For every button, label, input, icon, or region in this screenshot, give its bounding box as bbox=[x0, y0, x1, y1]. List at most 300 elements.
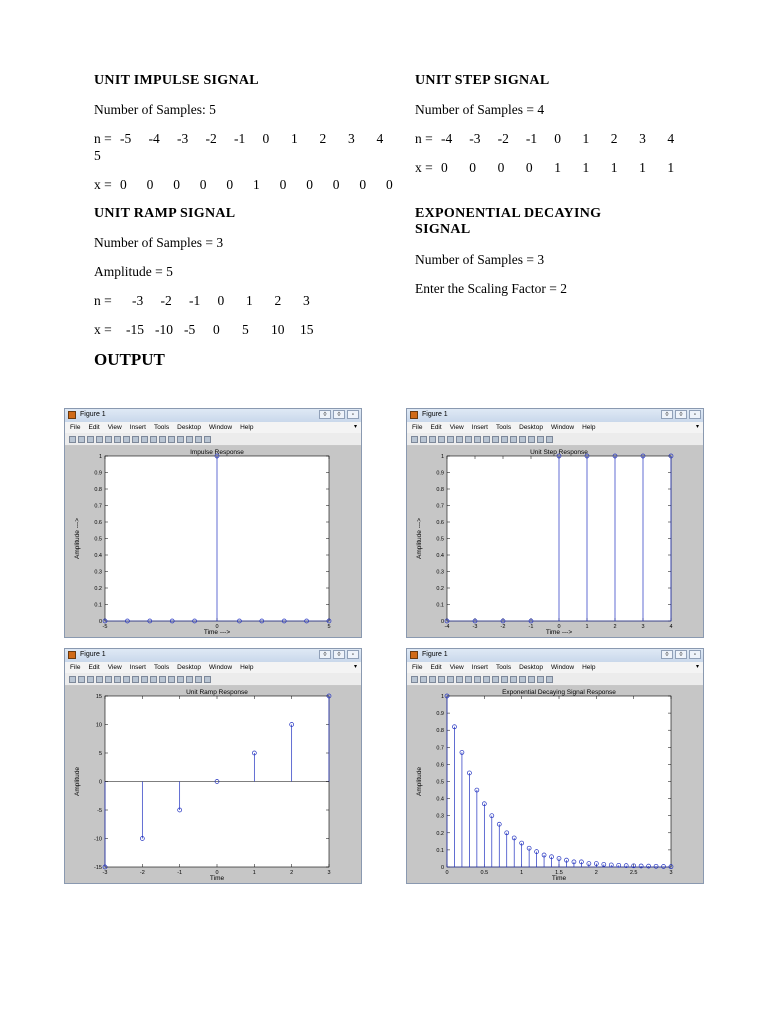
close-button[interactable]: ▫ bbox=[347, 410, 359, 419]
window-titlebar[interactable] bbox=[65, 649, 361, 662]
figure-canvas bbox=[65, 446, 361, 637]
minimize-button[interactable]: ◊ bbox=[319, 410, 331, 419]
menu-item-view[interactable]: View bbox=[107, 424, 122, 431]
hide-tools-icon[interactable] bbox=[195, 436, 202, 443]
rotate-icon[interactable] bbox=[141, 436, 148, 443]
print-icon[interactable] bbox=[438, 436, 445, 443]
window-title: Figure 1 bbox=[422, 411, 448, 418]
legend-icon[interactable] bbox=[186, 676, 193, 683]
chart-title: Unit Ramp Response bbox=[186, 689, 248, 696]
menu-item-edit[interactable]: Edit bbox=[430, 424, 442, 431]
y-tick-label: 0.8 bbox=[436, 487, 444, 493]
step-n-value: 4 bbox=[667, 131, 675, 146]
menu-item-window[interactable]: Window bbox=[208, 424, 233, 431]
window-title: Figure 1 bbox=[422, 651, 448, 658]
impulse-n-value: 0 bbox=[262, 131, 270, 146]
ramp-x-value: -15 bbox=[126, 322, 144, 337]
colorbar-icon[interactable] bbox=[519, 436, 526, 443]
link-icon[interactable] bbox=[510, 436, 517, 443]
x-tick-label: -2 bbox=[139, 870, 145, 876]
menu-item-window[interactable]: Window bbox=[550, 664, 575, 671]
x-tick-label: 1 bbox=[585, 624, 589, 630]
menu-item-desktop[interactable]: Desktop bbox=[519, 424, 543, 431]
x-tick-label: 0 bbox=[215, 624, 219, 630]
figure-canvas bbox=[407, 446, 703, 637]
y-axis-label: Amplitude bbox=[416, 767, 423, 796]
chart-svg bbox=[65, 446, 359, 635]
ramp-n-value: 2 bbox=[274, 293, 282, 308]
menu-item-view[interactable]: View bbox=[449, 424, 464, 431]
ramp-heading: UNIT RAMP SIGNAL bbox=[94, 206, 236, 221]
x-tick-label: 1 bbox=[252, 870, 256, 876]
pan-icon[interactable] bbox=[474, 676, 481, 683]
window-titlebar[interactable] bbox=[65, 409, 361, 422]
y-tick-label: 0.7 bbox=[436, 503, 444, 510]
impulse-n-value: -2 bbox=[205, 131, 217, 146]
y-tick-label: 0 bbox=[440, 619, 444, 625]
menu-item-insert[interactable]: Insert bbox=[129, 664, 146, 671]
maximize-button[interactable]: ◊ bbox=[675, 650, 687, 659]
matlab-icon bbox=[410, 411, 418, 419]
x-tick-label: -5 bbox=[102, 624, 108, 630]
hide-tools-icon[interactable] bbox=[537, 436, 544, 443]
window-controls bbox=[661, 410, 701, 419]
pan-icon[interactable] bbox=[132, 676, 139, 683]
menu-item-file[interactable]: File bbox=[412, 424, 423, 431]
x-tick-label: -4 bbox=[444, 624, 450, 630]
ramp-n-value: -2 bbox=[160, 293, 172, 308]
figure-window-impulse bbox=[64, 408, 362, 638]
step-x-value: 0 bbox=[469, 160, 477, 175]
y-tick-label: 0.9 bbox=[94, 470, 102, 477]
x-tick-label: 2 bbox=[290, 870, 294, 876]
step-section bbox=[415, 73, 715, 183]
data-cursor-icon[interactable] bbox=[150, 436, 157, 443]
step-n-value: -1 bbox=[525, 131, 538, 146]
ramp-n-value: -3 bbox=[132, 293, 144, 308]
impulse-x-value: 0 bbox=[306, 177, 313, 192]
impulse-heading: UNIT IMPULSE SIGNAL bbox=[94, 73, 259, 88]
chart-title: Exponential Decaying Signal Response bbox=[502, 689, 616, 696]
step-n-value: 1 bbox=[582, 131, 590, 146]
colorbar-icon[interactable] bbox=[519, 676, 526, 683]
step-x-value: 0 bbox=[497, 160, 505, 175]
impulse-x-value: 0 bbox=[279, 177, 287, 192]
x-tick-label: 0 bbox=[557, 624, 561, 630]
menu-overflow-icon[interactable]: ▾ bbox=[353, 424, 357, 430]
x-tick-label: 2 bbox=[613, 624, 617, 630]
pan-icon[interactable] bbox=[132, 436, 139, 443]
impulse-n-value: -4 bbox=[148, 131, 160, 146]
impulse-n-value: -5 bbox=[120, 131, 132, 146]
exp-section bbox=[415, 206, 715, 306]
exp-samples: Number of Samples = 3 bbox=[415, 252, 545, 267]
x-tick-label: 3 bbox=[641, 624, 645, 630]
zoom-out-icon[interactable] bbox=[123, 436, 130, 443]
pan-icon[interactable] bbox=[474, 436, 481, 443]
chart-title: Impulse Response bbox=[190, 449, 244, 456]
menu-item-file[interactable]: File bbox=[412, 664, 423, 671]
step-n-value: -3 bbox=[469, 131, 481, 146]
impulse-x-value: 0 bbox=[386, 177, 393, 192]
impulse-x-value: 0 bbox=[146, 177, 154, 192]
zoom-in-icon[interactable] bbox=[114, 436, 121, 443]
colorbar-icon[interactable] bbox=[177, 436, 184, 443]
step-x-label: x = bbox=[415, 160, 433, 175]
ramp-n-value: 3 bbox=[303, 293, 310, 308]
menu-item-edit[interactable]: Edit bbox=[88, 664, 100, 671]
y-tick-label: 0 bbox=[98, 779, 102, 786]
impulse-x-value: 0 bbox=[199, 177, 207, 192]
x-tick-label: 1 bbox=[520, 870, 524, 876]
step-x-value: 1 bbox=[610, 160, 618, 175]
window-controls bbox=[319, 410, 359, 419]
chart-svg bbox=[65, 686, 359, 881]
x-tick-label: 3 bbox=[327, 870, 331, 876]
window-title: Figure 1 bbox=[80, 651, 106, 658]
menu-bar bbox=[407, 662, 703, 673]
link-icon[interactable] bbox=[168, 436, 175, 443]
chart-svg bbox=[407, 446, 701, 635]
x-tick-label: 3 bbox=[669, 870, 673, 876]
legend-icon[interactable] bbox=[186, 436, 193, 443]
open-icon[interactable] bbox=[420, 676, 427, 683]
impulse-n-wrap: 5 bbox=[94, 148, 101, 163]
y-axis-label: Amplitude ---> bbox=[74, 518, 81, 559]
y-tick-label: 0.6 bbox=[436, 520, 444, 526]
figure-toolbar bbox=[65, 433, 361, 446]
impulse-section bbox=[94, 73, 404, 198]
step-x-value: 0 bbox=[441, 160, 448, 175]
show-tools-icon[interactable] bbox=[204, 676, 211, 683]
zoom-out-icon[interactable] bbox=[123, 676, 130, 683]
y-tick-label: 0.4 bbox=[94, 553, 102, 559]
plot-area bbox=[447, 696, 671, 867]
ramp-amplitude: Amplitude = 5 bbox=[94, 264, 173, 279]
save-icon[interactable] bbox=[87, 436, 94, 443]
menu-overflow-icon[interactable]: ▾ bbox=[695, 424, 699, 430]
x-tick-label: -1 bbox=[177, 870, 183, 876]
y-tick-label: 0.5 bbox=[436, 779, 444, 786]
figure-toolbar bbox=[407, 673, 703, 686]
window-controls bbox=[319, 650, 359, 659]
impulse-n-value: -3 bbox=[177, 131, 189, 146]
zoom-in-icon[interactable] bbox=[456, 436, 463, 443]
impulse-x-value: 0 bbox=[173, 177, 180, 192]
step-n-value: 3 bbox=[639, 131, 646, 146]
menu-bar bbox=[407, 422, 703, 433]
y-tick-label: 0.7 bbox=[94, 503, 102, 510]
matlab-icon bbox=[410, 651, 418, 659]
close-button[interactable]: ▫ bbox=[347, 650, 359, 659]
ramp-x-value: 15 bbox=[300, 322, 314, 337]
window-titlebar[interactable] bbox=[407, 409, 703, 422]
ramp-n-value: -1 bbox=[189, 293, 201, 308]
menu-item-help[interactable]: Help bbox=[582, 664, 596, 671]
step-x-value: 1 bbox=[554, 160, 561, 175]
menu-item-insert[interactable]: Insert bbox=[471, 664, 488, 671]
data-cursor-icon[interactable] bbox=[492, 676, 499, 683]
save-icon[interactable] bbox=[87, 676, 94, 683]
y-axis-label: Amplitude ---> bbox=[416, 518, 423, 559]
y-tick-label: 0.2 bbox=[436, 830, 444, 837]
legend-icon[interactable] bbox=[528, 676, 535, 683]
zoom-in-icon[interactable] bbox=[456, 676, 463, 683]
y-tick-label: 0 bbox=[98, 619, 102, 625]
ramp-n-value: 0 bbox=[217, 293, 225, 308]
step-x-value: 1 bbox=[667, 160, 675, 175]
menu-item-help[interactable]: Help bbox=[582, 424, 596, 431]
figure-window-exp bbox=[406, 648, 704, 884]
menu-item-desktop[interactable]: Desktop bbox=[177, 424, 201, 431]
exp-heading-line1: EXPONENTIAL DECAYING bbox=[415, 206, 602, 221]
menu-bar bbox=[65, 662, 361, 673]
ramp-n-value: 1 bbox=[246, 293, 253, 308]
ramp-x-value: 0 bbox=[213, 322, 220, 337]
close-button[interactable]: ▫ bbox=[689, 410, 701, 419]
step-samples: Number of Samples = 4 bbox=[415, 102, 545, 117]
open-icon[interactable] bbox=[78, 436, 85, 443]
y-tick-label: 0.8 bbox=[436, 728, 444, 735]
ramp-n-label: n = bbox=[94, 293, 112, 308]
brush-icon[interactable] bbox=[501, 676, 508, 683]
link-icon[interactable] bbox=[168, 676, 175, 683]
ramp-x-label: x = bbox=[94, 322, 112, 337]
y-tick-label: 0.2 bbox=[94, 586, 102, 592]
minimize-button[interactable]: ◊ bbox=[661, 650, 673, 659]
y-tick-label: 0.4 bbox=[436, 796, 444, 803]
x-axis-label: Time bbox=[209, 875, 225, 881]
rotate-icon[interactable] bbox=[483, 436, 490, 443]
menu-item-insert[interactable]: Insert bbox=[129, 424, 146, 431]
impulse-x-value: 0 bbox=[120, 177, 127, 192]
x-tick-label: 4 bbox=[669, 624, 673, 630]
step-n-label: n = bbox=[415, 131, 433, 146]
new-file-icon[interactable] bbox=[411, 676, 418, 683]
data-cursor-icon[interactable] bbox=[492, 436, 499, 443]
matlab-icon bbox=[68, 651, 76, 659]
impulse-n-value: 4 bbox=[376, 131, 384, 146]
y-tick-label: 0.3 bbox=[436, 813, 444, 820]
x-tick-label: -3 bbox=[472, 624, 478, 630]
menu-item-desktop[interactable]: Desktop bbox=[519, 664, 543, 671]
impulse-x-value: 1 bbox=[253, 177, 260, 192]
menu-overflow-icon[interactable]: ▾ bbox=[695, 664, 699, 670]
menu-item-view[interactable]: View bbox=[449, 664, 464, 671]
figure-window-ramp bbox=[64, 648, 362, 884]
y-tick-label: 0.1 bbox=[94, 602, 102, 609]
y-tick-label: -15 bbox=[94, 865, 102, 871]
x-tick-label: 0 bbox=[445, 870, 449, 876]
y-tick-label: 15 bbox=[95, 694, 102, 700]
print-icon[interactable] bbox=[96, 436, 103, 443]
y-tick-label: 0.5 bbox=[94, 536, 102, 543]
menu-item-help[interactable]: Help bbox=[240, 664, 254, 671]
print-icon[interactable] bbox=[96, 676, 103, 683]
open-icon[interactable] bbox=[78, 676, 85, 683]
y-tick-label: 0.9 bbox=[436, 470, 444, 477]
figure-canvas bbox=[407, 686, 703, 883]
brush-icon[interactable] bbox=[501, 436, 508, 443]
y-tick-label: 0.5 bbox=[436, 536, 444, 543]
save-icon[interactable] bbox=[429, 676, 436, 683]
figure-canvas bbox=[65, 686, 361, 883]
minimize-button[interactable]: ◊ bbox=[319, 650, 331, 659]
y-tick-label: 1 bbox=[440, 454, 444, 460]
y-tick-label: 0.2 bbox=[436, 586, 444, 592]
y-tick-label: 1 bbox=[440, 694, 444, 700]
menu-item-insert[interactable]: Insert bbox=[471, 424, 488, 431]
hide-tools-icon[interactable] bbox=[537, 676, 544, 683]
y-tick-label: 0.3 bbox=[436, 569, 444, 576]
print-icon[interactable] bbox=[438, 676, 445, 683]
y-tick-label: 0.6 bbox=[94, 520, 102, 526]
new-file-icon[interactable] bbox=[69, 436, 76, 443]
ramp-x-value: -5 bbox=[184, 322, 196, 337]
data-cursor-icon[interactable] bbox=[150, 676, 157, 683]
window-controls bbox=[661, 650, 701, 659]
impulse-n-label: n = bbox=[94, 131, 112, 146]
ramp-section bbox=[94, 206, 404, 341]
y-tick-label: 0.4 bbox=[436, 553, 444, 559]
maximize-button[interactable]: ◊ bbox=[333, 650, 345, 659]
menu-item-tools[interactable]: Tools bbox=[495, 424, 512, 431]
y-tick-label: 0.7 bbox=[436, 745, 444, 752]
chart-svg bbox=[407, 686, 701, 881]
step-x-value: 0 bbox=[525, 160, 533, 175]
save-icon[interactable] bbox=[429, 436, 436, 443]
menu-item-tools[interactable]: Tools bbox=[153, 424, 170, 431]
menu-item-help[interactable]: Help bbox=[240, 424, 254, 431]
zoom-out-icon[interactable] bbox=[465, 436, 472, 443]
colorbar-icon[interactable] bbox=[177, 676, 184, 683]
pointer-icon[interactable] bbox=[447, 436, 454, 443]
impulse-x-label: x = bbox=[94, 177, 112, 192]
new-file-icon[interactable] bbox=[411, 436, 418, 443]
menu-item-edit[interactable]: Edit bbox=[430, 664, 442, 671]
y-tick-label: 1 bbox=[98, 454, 102, 460]
figure-toolbar bbox=[65, 673, 361, 686]
x-tick-label: 2.5 bbox=[629, 870, 638, 876]
x-axis-label: Time ---> bbox=[203, 629, 231, 635]
menu-item-desktop[interactable]: Desktop bbox=[177, 664, 201, 671]
ramp-samples: Number of Samples = 3 bbox=[94, 235, 224, 250]
y-tick-label: 0.1 bbox=[436, 602, 444, 609]
x-tick-label: -1 bbox=[528, 624, 534, 630]
menu-item-edit[interactable]: Edit bbox=[88, 424, 100, 431]
y-tick-label: 5 bbox=[98, 751, 102, 757]
menu-bar bbox=[65, 422, 361, 433]
show-tools-icon[interactable] bbox=[546, 436, 553, 443]
step-n-value: -4 bbox=[441, 131, 453, 146]
zoom-in-icon[interactable] bbox=[114, 676, 121, 683]
y-tick-label: 0.3 bbox=[94, 569, 102, 576]
ramp-x-value: 5 bbox=[242, 322, 249, 337]
menu-item-tools[interactable]: Tools bbox=[495, 664, 512, 671]
menu-item-tools[interactable]: Tools bbox=[153, 664, 170, 671]
x-tick-label: 0.5 bbox=[480, 870, 489, 876]
x-tick-label: -3 bbox=[102, 870, 108, 876]
maximize-button[interactable]: ◊ bbox=[675, 410, 687, 419]
impulse-n-value: 1 bbox=[291, 131, 298, 146]
impulse-x-value: 0 bbox=[332, 177, 340, 192]
y-tick-label: 0.8 bbox=[94, 487, 102, 493]
matlab-icon bbox=[68, 411, 76, 419]
window-title: Figure 1 bbox=[80, 411, 106, 418]
y-tick-label: -10 bbox=[94, 836, 102, 843]
impulse-x-value: 0 bbox=[359, 177, 367, 192]
impulse-n-value: 3 bbox=[348, 131, 355, 146]
step-heading: UNIT STEP SIGNAL bbox=[415, 73, 550, 88]
x-tick-label: 2 bbox=[594, 870, 598, 876]
y-tick-label: -5 bbox=[97, 808, 102, 814]
open-icon[interactable] bbox=[420, 436, 427, 443]
x-tick-label: 1.5 bbox=[555, 870, 563, 876]
impulse-n-value: 2 bbox=[319, 131, 327, 146]
menu-item-file[interactable]: File bbox=[70, 664, 81, 671]
exp-scaling: Enter the Scaling Factor = 2 bbox=[415, 281, 567, 296]
step-n-value: 2 bbox=[610, 131, 618, 146]
figure-toolbar bbox=[407, 433, 703, 446]
y-tick-label: 0.1 bbox=[436, 847, 444, 854]
x-axis-label: Time ---> bbox=[545, 629, 573, 635]
show-tools-icon[interactable] bbox=[546, 676, 553, 683]
y-axis-label: Amplitude bbox=[74, 767, 81, 796]
impulse-n-value: -1 bbox=[234, 131, 246, 146]
exp-heading-line2: SIGNAL bbox=[415, 222, 471, 237]
legend-icon[interactable] bbox=[528, 436, 535, 443]
menu-item-view[interactable]: View bbox=[107, 664, 122, 671]
menu-item-window[interactable]: Window bbox=[208, 664, 233, 671]
zoom-out-icon[interactable] bbox=[465, 676, 472, 683]
y-tick-label: 10 bbox=[95, 722, 102, 729]
ramp-x-value: 10 bbox=[271, 322, 285, 337]
minimize-button[interactable]: ◊ bbox=[661, 410, 673, 419]
menu-overflow-icon[interactable]: ▾ bbox=[353, 664, 357, 670]
step-n-value: 0 bbox=[554, 131, 561, 146]
pointer-icon[interactable] bbox=[447, 676, 454, 683]
x-tick-label: 5 bbox=[327, 624, 331, 630]
close-button[interactable]: ▫ bbox=[689, 650, 701, 659]
pointer-icon[interactable] bbox=[105, 436, 112, 443]
link-icon[interactable] bbox=[510, 676, 517, 683]
impulse-x-value: 0 bbox=[226, 177, 234, 192]
maximize-button[interactable]: ◊ bbox=[333, 410, 345, 419]
impulse-samples: Number of Samples: 5 bbox=[94, 102, 216, 117]
rotate-icon[interactable] bbox=[141, 676, 148, 683]
brush-icon[interactable] bbox=[159, 676, 166, 683]
figure-window-step bbox=[406, 408, 704, 638]
chart-title: Unit Step Response bbox=[530, 449, 588, 456]
brush-icon[interactable] bbox=[159, 436, 166, 443]
new-file-icon[interactable] bbox=[69, 676, 76, 683]
y-tick-label: 0.9 bbox=[436, 711, 444, 718]
rotate-icon[interactable] bbox=[483, 676, 490, 683]
step-x-value: 1 bbox=[639, 160, 646, 175]
hide-tools-icon[interactable] bbox=[195, 676, 202, 683]
output-heading: OUTPUT bbox=[94, 350, 165, 369]
y-tick-label: 0 bbox=[440, 865, 444, 871]
x-tick-label: 0 bbox=[215, 870, 219, 876]
menu-item-file[interactable]: File bbox=[70, 424, 81, 431]
step-x-value: 1 bbox=[582, 160, 590, 175]
menu-item-window[interactable]: Window bbox=[550, 424, 575, 431]
ramp-x-value: -10 bbox=[155, 322, 173, 337]
window-titlebar[interactable] bbox=[407, 649, 703, 662]
show-tools-icon[interactable] bbox=[204, 436, 211, 443]
y-tick-label: 0.6 bbox=[436, 762, 444, 769]
pointer-icon[interactable] bbox=[105, 676, 112, 683]
